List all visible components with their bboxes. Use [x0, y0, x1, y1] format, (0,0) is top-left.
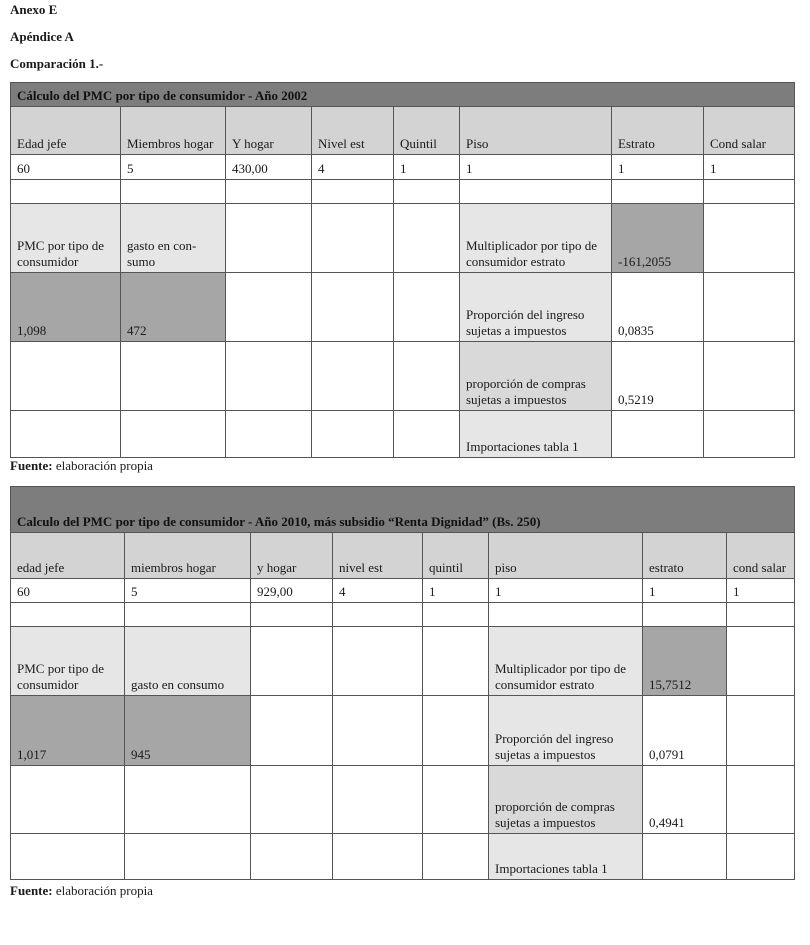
table-title: Cálculo del PMC por tipo de consumidor - Año 2002 — [11, 83, 795, 107]
pmc-label: PMC por tipo de consumidor — [11, 204, 121, 273]
anexo-heading: Anexo E — [10, 2, 58, 17]
empty-cell — [226, 273, 312, 342]
apendice-heading: Apéndice A — [10, 29, 74, 44]
empty-cell — [226, 180, 312, 204]
empty-cell — [727, 834, 795, 880]
empty-cell — [704, 180, 795, 204]
value-cond-salar: 1 — [727, 579, 795, 603]
proporcion-compras-value: 0,4941 — [643, 766, 727, 834]
empty-cell — [11, 180, 121, 204]
value-y-hogar: 430,00 — [226, 155, 312, 180]
empty-cell — [312, 411, 394, 458]
empty-cell — [11, 342, 121, 411]
fuente-label: Fuente: — [10, 458, 53, 473]
value-y-hogar: 929,00 — [251, 579, 333, 603]
empty-cell — [704, 204, 795, 273]
fuente-label: Fuente: — [10, 883, 53, 898]
empty-cell — [11, 411, 121, 458]
header-piso: Piso — [460, 107, 612, 155]
empty-cell — [333, 603, 423, 627]
empty-cell — [643, 834, 727, 880]
gasto-value: 945 — [125, 696, 251, 766]
empty-cell — [11, 766, 125, 834]
value-piso: 1 — [489, 579, 643, 603]
header-cond-salar: cond salar — [727, 533, 795, 579]
empty-cell — [125, 603, 251, 627]
empty-cell — [251, 696, 333, 766]
empty-cell — [489, 603, 643, 627]
header-edad-jefe: Edad jefe — [11, 107, 121, 155]
empty-cell — [727, 696, 795, 766]
empty-cell — [226, 342, 312, 411]
empty-cell — [312, 273, 394, 342]
empty-cell — [704, 273, 795, 342]
empty-cell — [423, 603, 489, 627]
table-pmc-2002 — [10, 82, 795, 458]
multiplicador-label: Multiplicador por tipo de consumidor estrato — [489, 627, 643, 696]
empty-cell — [333, 766, 423, 834]
header-cond-salar: Cond salar — [704, 107, 795, 155]
empty-cell — [423, 766, 489, 834]
empty-cell — [394, 273, 460, 342]
empty-cell — [251, 627, 333, 696]
value-nivel-est: 4 — [333, 579, 423, 603]
empty-cell — [125, 766, 251, 834]
header-piso: piso — [489, 533, 643, 579]
value-miembros-hogar: 5 — [121, 155, 226, 180]
proporcion-compras-value: 0,5219 — [612, 342, 704, 411]
empty-cell — [121, 342, 226, 411]
pmc-label: PMC por tipo de consumidor — [11, 627, 125, 696]
header-quintil: Quintil — [394, 107, 460, 155]
header-miembros-hogar: miembros hogar — [125, 533, 251, 579]
empty-cell — [333, 696, 423, 766]
header-miembros-hogar: Miembros hogar — [121, 107, 226, 155]
proporcion-ingreso-label: Proporción del ingreso sujetas a impuestos — [489, 696, 643, 766]
value-quintil: 1 — [423, 579, 489, 603]
empty-cell — [727, 627, 795, 696]
empty-cell — [394, 342, 460, 411]
empty-cell — [251, 834, 333, 880]
empty-cell — [121, 180, 226, 204]
table-title: Calculo del PMC por tipo de consumidor - Año 2010, más subsidio “Renta Dignidad” (Bs. 250) — [11, 487, 795, 533]
proporcion-compras-label: proporción de compras sujetas a impuestos — [460, 342, 612, 411]
proporcion-compras-label: proporción de compras sujetas a impuestos — [489, 766, 643, 834]
multiplicador-label: Multiplicador por tipo de consumidor estrato — [460, 204, 612, 273]
header-nivel-est: nivel est — [333, 533, 423, 579]
empty-cell — [121, 411, 226, 458]
fuente-text: elaboración propia — [52, 883, 153, 898]
gasto-label: gasto en consumo — [125, 627, 251, 696]
value-piso: 1 — [460, 155, 612, 180]
empty-cell — [612, 180, 704, 204]
value-estrato: 1 — [643, 579, 727, 603]
fuente-note-1 — [10, 458, 153, 474]
fuente-text: elaboración propia — [52, 458, 153, 473]
pmc-value: 1,098 — [11, 273, 121, 342]
value-edad-jefe: 60 — [11, 579, 125, 603]
proporcion-ingreso-label: Proporción del ingreso sujetas a impuestos — [460, 273, 612, 342]
table-pmc-2010 — [10, 486, 795, 880]
value-miembros-hogar: 5 — [125, 579, 251, 603]
empty-cell — [727, 766, 795, 834]
empty-cell — [423, 627, 489, 696]
empty-cell — [643, 603, 727, 627]
empty-cell — [704, 411, 795, 458]
empty-cell — [333, 627, 423, 696]
pmc-value: 1,017 — [11, 696, 125, 766]
empty-cell — [460, 180, 612, 204]
gasto-label: gasto en con-sumo — [121, 204, 226, 273]
header-nivel-est: Nivel est — [312, 107, 394, 155]
value-estrato: 1 — [612, 155, 704, 180]
empty-cell — [251, 766, 333, 834]
value-cond-salar: 1 — [704, 155, 795, 180]
empty-cell — [312, 180, 394, 204]
comparacion-heading: Comparación 1.- — [10, 56, 104, 71]
importaciones-label: Importaciones tabla 1 — [460, 411, 612, 458]
empty-cell — [226, 204, 312, 273]
empty-cell — [312, 342, 394, 411]
header-y-hogar: y hogar — [251, 533, 333, 579]
empty-cell — [394, 180, 460, 204]
empty-cell — [394, 411, 460, 458]
empty-cell — [312, 204, 394, 273]
fuente-note-2 — [10, 883, 153, 899]
empty-cell — [333, 834, 423, 880]
empty-cell — [251, 603, 333, 627]
empty-cell — [226, 411, 312, 458]
empty-cell — [704, 342, 795, 411]
empty-cell — [423, 696, 489, 766]
empty-cell — [612, 411, 704, 458]
empty-cell — [11, 834, 125, 880]
value-nivel-est: 4 — [312, 155, 394, 180]
empty-cell — [727, 603, 795, 627]
value-quintil: 1 — [394, 155, 460, 180]
empty-cell — [125, 834, 251, 880]
multiplicador-value: 15,7512 — [643, 627, 727, 696]
header-quintil: quintil — [423, 533, 489, 579]
empty-cell — [423, 834, 489, 880]
proporcion-ingreso-value: 0,0835 — [612, 273, 704, 342]
gasto-value: 472 — [121, 273, 226, 342]
empty-cell — [11, 603, 125, 627]
header-y-hogar: Y hogar — [226, 107, 312, 155]
multiplicador-value: -161,2055 — [612, 204, 704, 273]
empty-cell — [394, 204, 460, 273]
header-estrato: Estrato — [612, 107, 704, 155]
header-estrato: estrato — [643, 533, 727, 579]
proporcion-ingreso-value: 0,0791 — [643, 696, 727, 766]
importaciones-label: Importaciones tabla 1 — [489, 834, 643, 880]
header-edad-jefe: edad jefe — [11, 533, 125, 579]
value-edad-jefe: 60 — [11, 155, 121, 180]
